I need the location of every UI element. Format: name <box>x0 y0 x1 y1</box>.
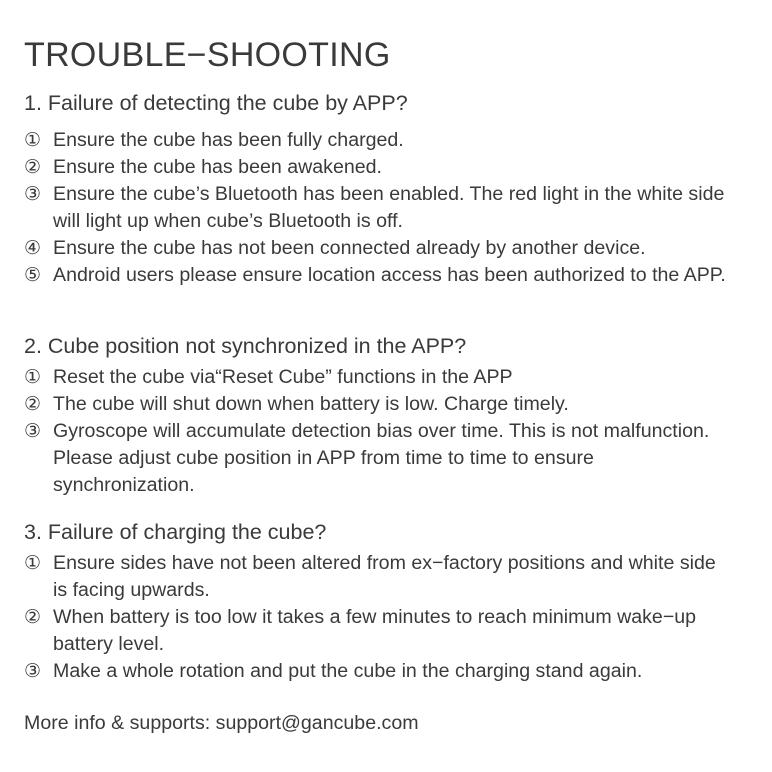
item-marker: ① <box>24 552 42 574</box>
item-marker: ① <box>24 129 42 151</box>
item-text: Make a whole rotation and put the cube in the charging stand again. <box>53 660 643 682</box>
item-text: Android users please ensure location access has been authorized to the APP. <box>53 264 726 286</box>
list-item <box>24 154 734 181</box>
item-marker: ④ <box>24 237 42 259</box>
item-marker: ③ <box>24 660 42 682</box>
item-text: Ensure the cube has been awakened. <box>53 156 382 178</box>
item-text: Gyroscope will accumulate detection bias over time. This is not malfunction. Please adjust cube position in APP from time to time to ensure synchronization. <box>53 420 710 496</box>
item-text: Ensure sides have not been altered from ex−factory positions and white side is facing upwards. <box>53 552 716 601</box>
page-title: TROUBLE−SHOOTING <box>24 36 391 74</box>
section-heading: 1. Failure of detecting the cube by APP? <box>24 91 408 115</box>
item-text: Ensure the cube’s Bluetooth has been enabled. The red light in the white side will light up when cube’s Bluetooth is off. <box>53 183 725 232</box>
item-marker: ② <box>24 393 42 415</box>
item-marker: ③ <box>24 183 42 205</box>
item-marker: ② <box>24 156 42 178</box>
list-item <box>24 364 734 391</box>
item-marker: ② <box>24 606 42 628</box>
list-item <box>24 181 734 235</box>
item-marker: ① <box>24 366 42 388</box>
section-heading: 3. Failure of charging the cube? <box>24 520 327 544</box>
list-item <box>24 550 734 604</box>
section-heading: 2. Cube position not synchronized in the APP? <box>24 334 467 358</box>
list-item <box>24 262 734 289</box>
footer-contact: More info & supports: support@gancube.com <box>24 712 419 734</box>
item-text: Reset the cube via“Reset Cube” functions in the APP <box>53 366 513 388</box>
list-item <box>24 418 734 499</box>
list-item <box>24 604 734 658</box>
item-text: When battery is too low it takes a few minutes to reach minimum wake−up battery level. <box>53 606 697 655</box>
item-marker: ⑤ <box>24 264 42 286</box>
item-marker: ③ <box>24 420 42 442</box>
item-text: The cube will shut down when battery is low. Charge timely. <box>53 393 569 415</box>
list-item <box>24 658 734 685</box>
list-item <box>24 391 734 418</box>
item-text: Ensure the cube has been fully charged. <box>53 129 404 151</box>
list-item <box>24 127 734 154</box>
list-item <box>24 235 734 262</box>
item-text: Ensure the cube has not been connected already by another device. <box>53 237 646 259</box>
